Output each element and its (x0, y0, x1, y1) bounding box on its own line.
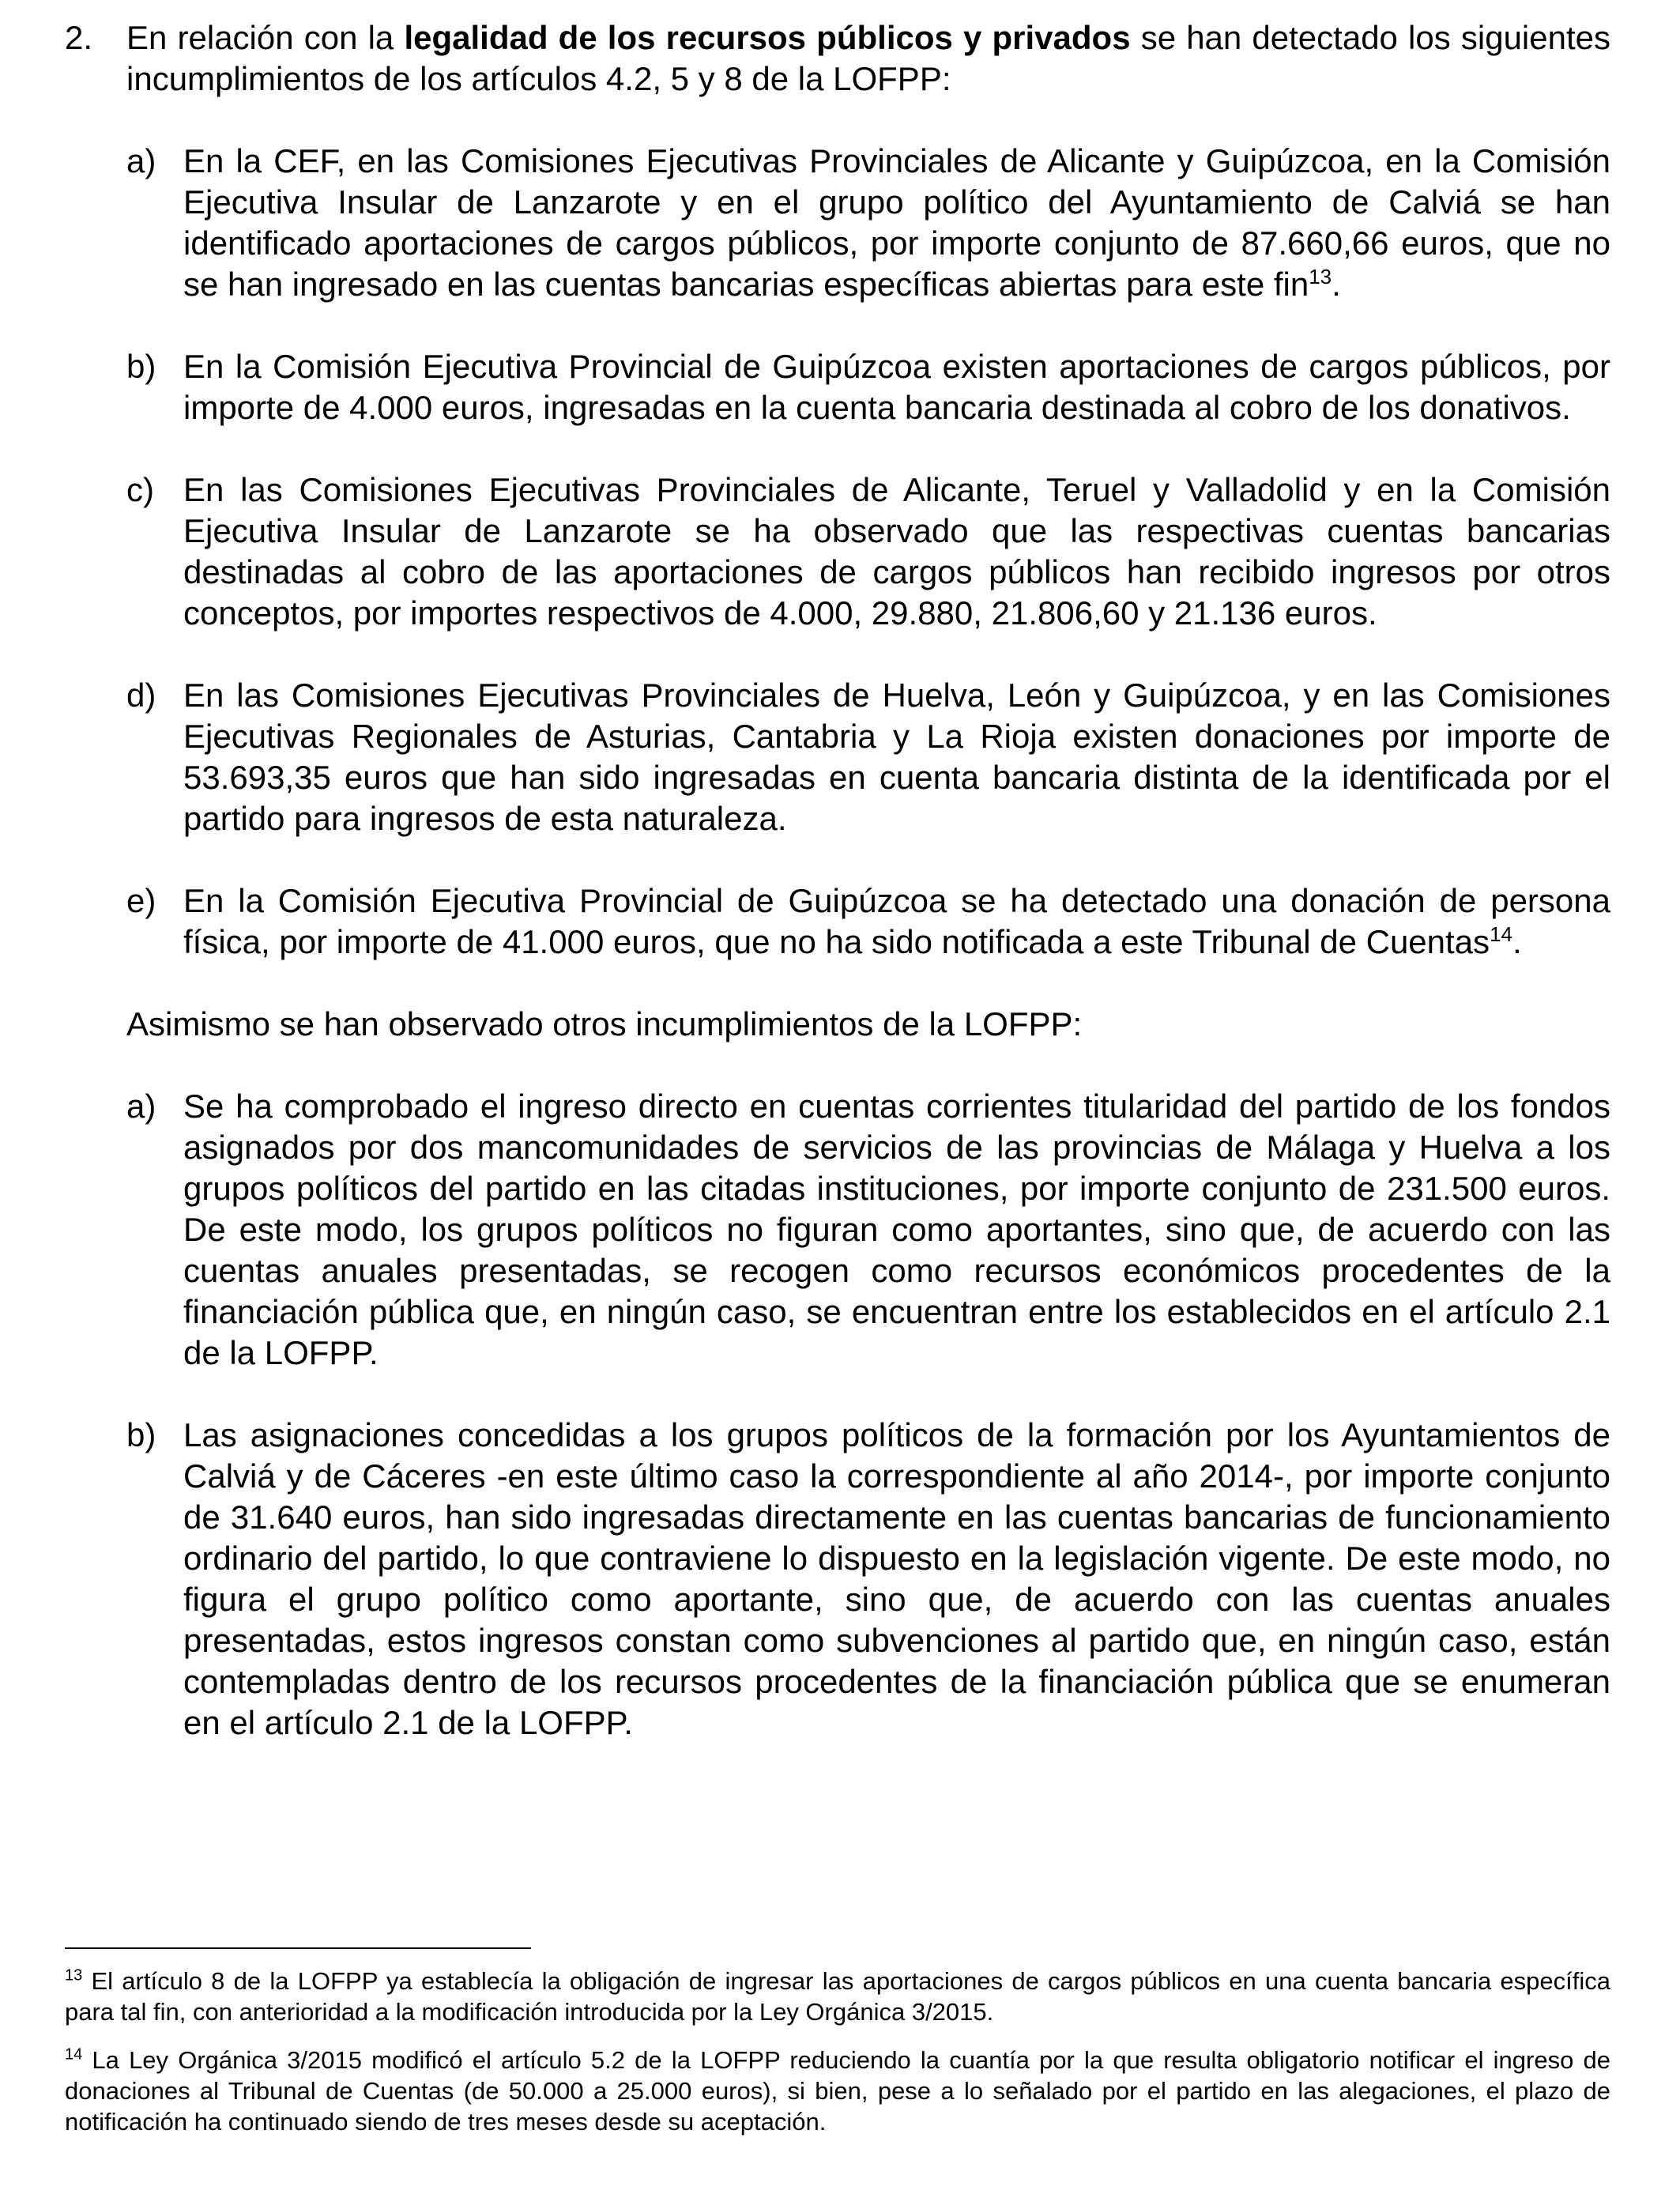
document-body (65, 17, 1610, 1744)
list-item (126, 675, 1610, 839)
list-marker: c) (126, 471, 154, 508)
list-item-text (183, 880, 1610, 963)
list-item (126, 1086, 1610, 1374)
list-marker: d) (126, 677, 156, 714)
list-marker: e) (126, 882, 156, 919)
list-item-end: . (1512, 923, 1522, 960)
list-item (126, 469, 1610, 634)
list-marker: b) (126, 1416, 156, 1453)
list-item (126, 880, 1610, 963)
footnote-text: El artículo 8 de la LOFPP ya establecía la obligación de ingresar las aportaciones de cargos públicos en una cuenta bancaria específica para tal fin, con anterioridad a la modificación introducida por la Ley Orgánica 3/2015. (65, 1967, 1610, 2026)
footnote-text: La Ley Orgánica 3/2015 modificó el artículo 5.2 de la LOFPP reduciendo la cuantía por la que resulta obligatorio notificar el ingreso de donaciones al Tribunal de Cuentas (de 50.000 a 25.000 euros), si bien, pese a lo señalado por el partido en las alegaciones, el plazo de notificación ha continuado siendo de tres meses desde su aceptación. (65, 2046, 1610, 2136)
paragraph-2-bold: legalidad de los recursos públicos y privados (404, 19, 1131, 56)
footnote-13 (65, 1966, 1610, 2027)
footnote-ref-13[interactable]: 13 (1309, 265, 1332, 288)
list-item-text: En las Comisiones Ejecutivas Provinciales de Alicante, Teruel y Valladolid y en la Comisión Ejecutiva Insular de Lanzarote se ha observado que las respectivas cuentas bancarias destinadas al cobro de las aportaciones de cargos públicos han recibido ingresos por otros conceptos, por importes respectivos de 4.000, 29.880, 21.806,60 y 21.136 euros. (183, 471, 1610, 631)
paragraph-2-text (126, 17, 1610, 100)
paragraph-number: 2. (65, 19, 93, 56)
list-item-text: En la Comisión Ejecutiva Provincial de Guipúzcoa existen aportaciones de cargos públicos, por importe de 4.000 euros, ingresadas en la cuenta bancaria destinada al cobro de los donativos. (183, 348, 1610, 426)
paragraph-2 (65, 17, 1610, 100)
list-item (126, 141, 1610, 305)
list-marker: a) (126, 142, 156, 179)
footnote-14 (65, 2045, 1610, 2137)
footnotes (65, 1966, 1610, 2137)
list-item (126, 1415, 1610, 1744)
footnote-number: 13 (65, 1966, 83, 1985)
list-item-text: Las asignaciones concedidas a los grupos políticos de la formación por los Ayuntamientos de Calviá y de Cáceres -en este último caso la correspondiente al año 2014-, por importe conjunto de 31.640 euros, han sido ingresadas directamente en las cuentas bancarias de funcionamiento ordinario del partido, lo que contraviene lo dispuesto en la legislación vigente. De este modo, no figura el grupo político como aportante, sino que, de acuerdo con las cuentas anuales presentadas, estos ingresos constan como subvenciones al partido que, en ningún caso, están contempladas dentro de los recursos procedentes de la financiación pública que se enumeran en el artículo 2.1 de la LOFPP. (183, 1416, 1610, 1741)
list-item (126, 346, 1610, 428)
footnote-ref-14[interactable]: 14 (1490, 922, 1512, 946)
asimismo-intro: Asimismo se han observado otros incumplimientos de la LOFPP: (126, 1005, 1083, 1042)
list-item-body: En la Comisión Ejecutiva Provincial de Guipúzcoa se ha detectado una donación de persona física, por importe de 41.000 euros, que no ha sido notificada a este Tribunal de Cuentas (183, 882, 1610, 960)
list-marker: a) (126, 1088, 156, 1125)
list-item-body: En la CEF, en las Comisiones Ejecutivas Provinciales de Alicante y Guipúzcoa, en la Comisión Ejecutiva Insular de Lanzarote y en el grupo político del Ayuntamiento de Calviá se han identificado aportaciones de cargos públicos, por importe conjunto de 87.660,66 euros, que no se han ingresado en las cuentas bancarias específicas abiertas para este fin (183, 142, 1610, 303)
list-item-text: Se ha comprobado el ingreso directo en cuentas corrientes titularidad del partido de los fondos asignados por dos mancomunidades de servicios de las provincias de Málaga y Huelva a los grupos políticos del partido en las citadas instituciones, por importe conjunto de 231.500 euros. De este modo, los grupos políticos no figuran como aportantes, sino que, de acuerdo con las cuentas anuales presentadas, se recogen como recursos económicos procedentes de la financiación pública que, en ningún caso, se encuentran entre los establecidos en el artículo 2.1 de la LOFPP. (183, 1088, 1610, 1371)
paragraph-2-tail: se han detectado los siguientes incumplimientos de los artículos 4.2, 5 y 8 de la LOFPP: (126, 19, 1611, 97)
paragraph-2-list (126, 141, 1610, 1744)
footnote-separator (65, 1947, 531, 1949)
paragraph-2-lead: En relación con la (126, 19, 405, 56)
footnote-number: 14 (65, 2045, 83, 2064)
list-marker: b) (126, 348, 156, 385)
list-item-text: En las Comisiones Ejecutivas Provinciales de Huelva, León y Guipúzcoa, y en las Comisiones Ejecutivas Regionales de Asturias, Cantabria y La Rioja existen donaciones por importe de 53.693,35 euros que han sido ingresadas en cuenta bancaria distinta de la identificada por el partido para ingresos de esta naturaleza. (183, 677, 1610, 837)
list-item-text (183, 141, 1610, 305)
list-item-end: . (1332, 266, 1341, 303)
